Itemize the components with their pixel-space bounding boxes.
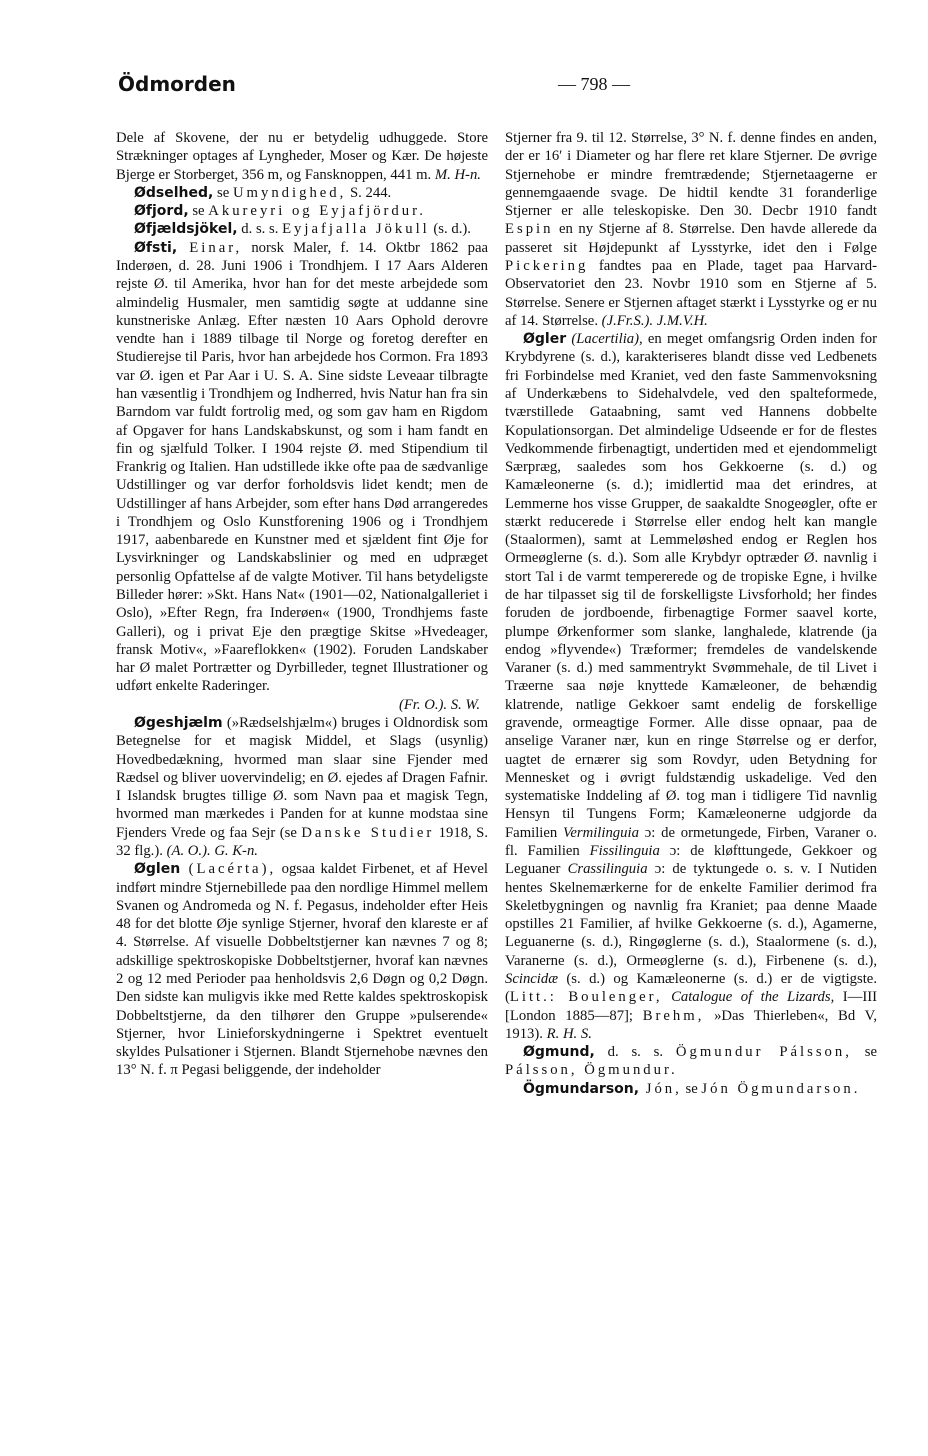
headword: Ögmundarson, [523,1080,640,1097]
entry-ogler: Øgler (Lacertilia), en meget omfangsrig Orden inden for Krybdyrene (s. d.), karakteriseres blandt disse ved Ledbenets fri Forbindelse med Kraniet, ved den faste Sammenvoksning af Underkæbens to Sidehalvdele, ved den spalteformede, tværstillede Gataabning, samt ved Hannens dobbelte Kopulationsorgan. Det almindelige Udseende er for de flestes Vedkommende firbenagtigt, undertiden med et ejendommeligt Særpræg, saaledes som hos Gekkoerne (s. d.) og Kamæleonerne (s. d.); imidlertid maa det erindres, at Lemmerne hos visse Grupper, de saakaldte Snogeøgler, ofte er stærkt reducerede i Størrelse eller endog helt kan mangle (Staalormen), samt at Lemmeløshed endog er Reglen hos Ormeøglerne (s. d.). Som alle Krybdyr optræder Ø. navnlig i stort Tal i de varmt tempererede og de tropiske Egne, i hvilke de har tilpasset sig til de forskelligste Livsforhold; her findes foruden de jordboende, firbenagtige Former saavel korte, plumpe Ørkenformer som slanke, langhalede, klatrende (ja endog »flyvende«) Træformer; fremdeles de vandelskende Varaner (s. d.) med sammentrykt Svømmehale, de til Livet i Træerne saa nøje knyttede Kamæleoner, de behændig klatrende, natlige Gekkoer samt endelig de forskellige gravende, ormeagtige Former. Alle disse opnaar, paa de anselige Varaner nær, kun en ringe Størrelse og er derfor, uagtet de ernærer sig som Rovdyr, uden Betydning for Mennesket og i øvrigt fuldstændig uskadelige. Ved den systematiske Inddeling af Ø. tog man i tidligere Tid navnlig Hensyn til Tungens Form; Kamæleonerne udgjorde da Familien Vermilinguia ɔ: de ormetungede, Firben, Varaner o. fl. Familien Fissilinguia ɔ: de kløfttungede, Gekkoer og Leguaner Crassilinguia ɔ: de tyktungede o. s. v. I Nutiden hentes Skelnemærkerne for de enkelte Familier derimod fra Skeletbygningen og navnlig fra Kraniet; paa denne Maade opstilles 21 Familier, af hvilke Gekkoerne (s. d.), Agamerne, Leguanerne (s. d.), Ringøglerne (s. d.), Staalormene (s. d.), Varanerne (s. d.), Ormeøglerne (s. d.), Firbenene (s. d.), Scincidæ (s. d.) og Kamæleonerne (s. d.) er de vigtigste. (Litt.: Boulenger, Catalogue of the Lizards, I—III [London 1885—87]; Brehm, »Das Thierleben«, Bd V, 1913). R. H. S. [505,331,877,1042]
page-number: — 798 — [558,74,630,94]
author-signature: M. H-n. [434,166,481,183]
entry-continuation: Stjerner fra 9. til 12. Størrelse, 3° N. f. denne findes en anden, der er 16′ i Diameter og har flere ret klare Stjerner. De øvrige Stjernehobe er mindre fremtrædende; Stjernetaagerne er gennemgaaende svage. De hidtil kendte 31 foranderlige Stjerner er alle teleskopiske. Den 30. Decbr 1910 fandt Espin en ny Stjerne af 8. Størrelse. Den havde allerede da passeret sit Højdepunkt af Lysstyrke, idet den i Følge Pickering fandtes paa en Plade, taget paa Harvard-Observatoriet den 23. Novbr 1910 som en Stjerne af 5. Størrelse. Senere er Stjernen aftaget stærkt i Lysstyrke og er nu af 14. Størrelse. (J.Fr.S.). J.M.V.H. [505,130,877,329]
headword: Ødselhed, [134,184,214,201]
entry-continuation: Dele af Skovene, der nu er betydelig udhuggede. Store Strækninger optages af Lyngheder, Moser og Kær. De højeste Bjerge er Storberget, 356 m, og Fansknoppen, 441 m. M. H-n. [116,130,488,183]
entry-ogmund: Øgmund, d. s. s. Ögmundur Pálsson, se Pálsson, Ögmundur. [505,1044,877,1079]
entry-oglen: Øglen (Lacérta), ogsaa kaldet Firbenet, et af Hevel indført mindre Stjernebillede paa den nordlige Himmel mellem Svanen og Andromeda og N. f. Pegasus, indeholder efter Heis 48 for det blotte Øje synlige Stjerner, hvoraf den klareste er af 4. Størrelse. Af visuelle Dobbeltstjerner kan nævnes 7 og 8; adskillige spektroskopiske Dobbeltstjerner, hvoraf kan nævnes 2 og 12 med Perioder paa henholdsvis 2,6 Døgn og 0,2 Døgn. Den sidste kan muligvis ikke med Rette kaldes spektroskopisk Dobbeltstjerne, da den tilhører den Gruppe »pulserende« Stjerner, hvor Linieforskydningerne i Spektret eventuelt skyldes Pulsationer i Stjernen. Blandt Stjernehobe nævnes den 13° N. f. π Pegasi beliggende, der indeholder [116,861,488,1079]
entry-ofjaeldsjokel: Øfjældsjökel, d. s. s. Eyjafjalla Jökull (s. d.). [134,221,471,238]
left-column [116,129,488,1369]
headword: Øgler [523,331,567,348]
headword: Øgeshjælm [134,715,223,731]
headword: Øfjældsjökel, [134,221,238,238]
entry-odselhed: Ødselhed, se Umyndighed, S. 244. [134,184,392,201]
right-column [505,129,877,1369]
entry-ofsti: Øfsti, Einar, norsk Maler, f. 14. Oktbr 1862 paa Inderøen, d. 28. Juni 1906 i Trondhjem. I 17 Aars Alderen rejste Ø. til Amerika, hvor han for det meste arbejdede som almindelig Husmaler, men samtidig søgte at uddanne sine kunstneriske Anlæg. Efter næsten 10 Aars Ophold derovre vendte han i 1889 tilbage til Norge og foretog derefter en Studierejse til Paris, hvor han arbejdede hos Cormon. Fra 1893 var Ø. igen et Par Aar i U. S. A. Sine sidste Leveaar tilbragte han væsentlig i Trondhjem og Indherred, hvis Natur han fra sin Barndom var fuldt fortrolig med, og som gav ham en Rigdom af Opgaver for hans Landskabskunst, og som i ham fandt en fin og sjælfuld Tolker. I 1904 rejste Ø. med Stipendium til Frankrig og Italien. Han udstillede ikke ofte paa de sædvanlige Udstillinger og var derfor forholdsvis lidet kendt; men de Udstillinger af hans Arbejder, som efter hans Død arrangeredes i Trondhjem og Oslo Kunstforening 1906 og i Trondhjem 1917, aabenbarede en Kunstner med et sjældent fint Øje for Lysvirkninger og Landskabslinier og med en udpræget personlig Opfattelse af de valgte Motiver. Til hans betydeligste Billeder hører: »Skt. Hans Nat« (1901—02, Nationalgalleriet i Oslo), »Efter Regn, fra Inderøen« (1900, Trondhjems faste Galleri), og i privat Eje den prægtige Skitse »Hvedeager, fransk Motiv«, »Faareflokken« (1902). Foruden Landskaber har Ø malet Portrætter og Dyrbilleder, tegnet Illustrationer og udført enkelte Raderinger. (Fr. O.). S. W. [116,239,488,713]
author-signature: (Fr. O.). S. W. [398,696,480,713]
headword: Øfjord, [134,203,189,220]
entry-ogmundarson: Ögmundarson, Jón, se Jón Ögmundarson. [523,1080,861,1097]
headword: Øglen [134,861,181,878]
entry-ofjord: Øfjord, se Akureyri og Eyjafjördur. [134,203,426,220]
headword: Øgmund, [523,1044,595,1061]
headword: Øfsti, [134,239,178,256]
running-head-word: Ödmorden [118,72,236,96]
author-signature: R. H. S. [546,1025,592,1042]
entry-ogeshjaelm: Øgeshjælm (»Rædselshjælm«) bruges i Oldnordisk som Betegnelse for et magisk Middel, et Slags (usynlig) Hovedbedækning, hvormed man slaar sine Fjender med Rædsel og bliver uovervindelig; en Ø. ejedes af Dragen Fafnir. I Islandsk brugtes tillige Ø. som Navn paa et magisk Tegn, hvormed man mærkedes i Panden for at kunne modstaa sine Fjenders Vrede og faa Sejr (se Danske Studier 1918, S. 32 flg.). (A. O.). G. K-n. [116,715,488,859]
author-signature: (A. O.). G. K-n. [166,842,258,859]
author-signature: (J.Fr.S.). J.M.V.H. [601,312,708,329]
running-header [118,72,808,106]
